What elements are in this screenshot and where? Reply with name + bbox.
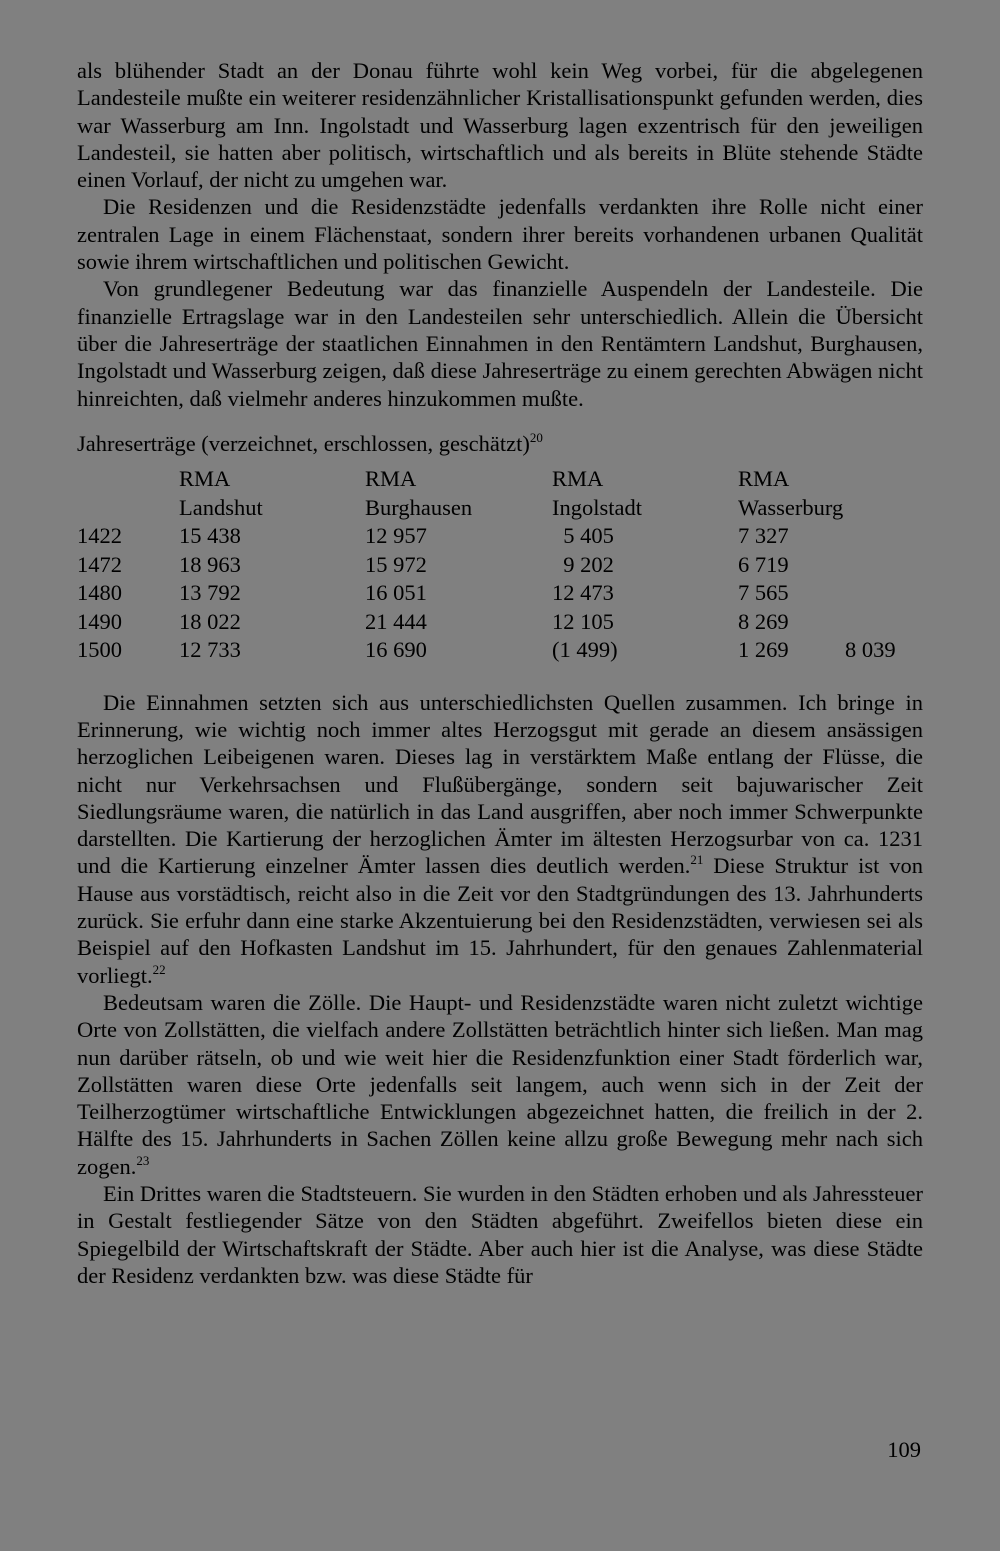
header-unit: RMA xyxy=(365,466,417,492)
cell-landshut: 12 733 xyxy=(179,637,241,663)
header-landshut xyxy=(179,465,365,522)
cell-burghausen: 12 957 xyxy=(365,523,427,549)
cell-ingolstadt: 12 105 xyxy=(552,608,614,634)
paragraph-1: als blühender Stadt an der Donau führte wohl kein Weg vorbei, für die abgelegenen Landesteile mußte ein weiterer residenzähnlicher Kristallisationspunkt gefunden werden, dies war Wasserburg am Inn. Ingolstadt und Wasserburg lagen exzentrisch für den jeweiligen Landesteil, sie hatten aber politisch, wirtschaftlich und als bereits in Blüte stehende Städte einen Vorlauf, der nicht zu umgehen war. xyxy=(77,58,923,193)
header-district: Burghausen xyxy=(365,494,473,520)
footnote-ref-23: 23 xyxy=(136,1152,150,1168)
table-caption xyxy=(77,430,923,457)
cell-ingolstadt: 9 202 xyxy=(552,551,614,577)
paragraph-2: Die Residenzen und die Residenzstädte jedenfalls verdankten ihre Rolle nicht einer zentralen Lage in einem Flächenstaat, sondern ihrer bereits vorhandenen urbanen Qualität sowie ihrem wirtschaftlichen und politischen Gewicht. xyxy=(77,194,923,275)
cell-year: 1490 xyxy=(77,608,122,634)
cell-year: 1480 xyxy=(77,580,122,606)
paragraph-4 xyxy=(77,689,923,989)
cell-year: 1500 xyxy=(77,637,122,663)
cell-wasserburg: 6 719 xyxy=(738,551,789,577)
cell-ingolstadt: 5 405 xyxy=(552,523,614,549)
cell-extra xyxy=(845,551,923,580)
table-header-row xyxy=(77,465,923,522)
table-row xyxy=(77,522,923,551)
table-row xyxy=(77,608,923,637)
page-number: 109 xyxy=(887,1437,921,1462)
header-unit: RMA xyxy=(179,466,231,492)
paragraph-3: Von grundlegener Bedeutung war das finanzielle Auspendeln der Landesteile. Die finanzielle Ertragslage war in den Landesteilen sehr unterschiedlich. Allein die Übersicht über die Jahreserträge der staatlichen Einnahmen in den Rentämtern Landshut, Burghausen, Ingolstadt und Wasserburg zeigen, daß diese Jahreserträge zu einem gerechten Abwägen nicht hinreichten, daß vielmehr anderes hinzukommen mußte. xyxy=(77,276,923,411)
table-row xyxy=(77,579,923,608)
cell-burghausen: 21 444 xyxy=(365,608,427,634)
cell-landshut: 18 963 xyxy=(179,551,241,577)
paragraph-5-text: Bedeutsam waren die Zölle. Die Haupt- und Residenzstädte waren nicht zuletzt wichtige Orte von Zollstätten, die vielfach andere Zollstätten beträchtlich hinter sich ließen. Man mag nun darüber rätseln, ob und wie weit hier die Residenzfunktion einer Stadt förderlich war, Zollstätten waren diese Orte jedenfalls seit langem, auch wenn sich in der Zeit der Teilherzogtümer wirtschaftliche Entwicklungen abgezeichnet hatten, die freilich in der 2. Hälfte des 15. Jahrhunderts in Sachen Zöllen keine allzu große Bewegung mehr nach sich zogen. xyxy=(77,989,923,1179)
header-district: Wasserburg xyxy=(738,494,844,520)
header-district: Landshut xyxy=(179,494,263,520)
cell-burghausen: 16 690 xyxy=(365,637,427,663)
revenue-table xyxy=(77,465,923,665)
page-body xyxy=(77,57,923,1289)
table-row xyxy=(77,551,923,580)
cell-wasserburg: 1 269 xyxy=(738,637,789,663)
footnote-ref-22: 22 xyxy=(152,961,166,977)
cell-year: 1422 xyxy=(77,523,122,549)
cell-extra xyxy=(845,579,923,608)
paragraph-4-text-1: Die Einnahmen setzten sich aus unterschiedlichsten Quellen zusammen. Ich bringe in Erinnerung, wie wichtig noch immer altes Herzogsgut mit gerade an diesem ansässigen herzoglichen Leibeigenen waren. Dieses lag in verstärktem Maße entlang der Flüsse, die nicht nur Verkehrsachsen und Flußübergänge, sondern seit bajuwarischer Zeit Siedlungsräume waren, die natürlich in das Land ausgriffen, aber noch immer Schwerpunkte darstellten. Die Kartierung der herzoglichen Ämter im ältesten Herzogsurbar von ca. 1231 und die Kartierung einzelner Ämter lassen dies deutlich werden. xyxy=(77,689,923,879)
cell-wasserburg: 8 269 xyxy=(738,608,789,634)
cell-ingolstadt: (1 499) xyxy=(552,637,618,663)
header-burghausen xyxy=(365,465,552,522)
cell-extra xyxy=(845,522,923,551)
header-extra xyxy=(845,465,923,522)
cell-landshut: 13 792 xyxy=(179,580,241,606)
cell-burghausen: 16 051 xyxy=(365,580,427,606)
cell-extra xyxy=(845,608,923,637)
footnote-ref-21: 21 xyxy=(690,852,704,868)
cell-wasserburg: 7 565 xyxy=(738,580,789,606)
cell-year: 1472 xyxy=(77,551,122,577)
table-row xyxy=(77,636,923,665)
header-unit: RMA xyxy=(738,466,790,492)
header-year xyxy=(77,465,179,522)
paragraph-5 xyxy=(77,989,923,1180)
cell-ingolstadt: 12 473 xyxy=(552,580,614,606)
header-unit: RMA xyxy=(552,466,604,492)
cell-landshut: 15 438 xyxy=(179,523,241,549)
table-caption-text: Jahreserträge (verzeichnet, erschlossen, geschätzt) xyxy=(77,430,530,456)
header-district: Ingolstadt xyxy=(552,494,642,520)
paragraph-4-text-2: Diese Struktur ist von Hause aus vorstädtisch, reicht also in die Zeit vor den Stadtgründungen des 13. Jahrhunderts zurück. Sie erfuhr dann eine starke Akzentuierung bei den Residenzstädten, verwiesen sei als Beispiel auf den Hofkasten Landshut im 15. Jahrhundert, für den genaues Zahlenmaterial vorliegt. xyxy=(77,853,923,988)
header-wasserburg xyxy=(738,465,845,522)
paragraph-6: Ein Drittes waren die Stadtsteuern. Sie wurden in den Städten erhoben und als Jahressteuer in Gestalt festliegender Sätze von den Städten abgeführt. Zweifellos bieten diese ein Spiegelbild der Wirtschaftskraft der Städte. Aber auch hier ist die Analyse, was diese Städte der Residenz verdankten bzw. was diese Städte für xyxy=(77,1181,923,1288)
cell-extra: 8 039 xyxy=(845,637,896,663)
cell-burghausen: 15 972 xyxy=(365,551,427,577)
cell-wasserburg: 7 327 xyxy=(738,523,789,549)
footnote-ref-20: 20 xyxy=(529,429,543,445)
cell-landshut: 18 022 xyxy=(179,608,241,634)
header-ingolstadt xyxy=(552,465,738,522)
